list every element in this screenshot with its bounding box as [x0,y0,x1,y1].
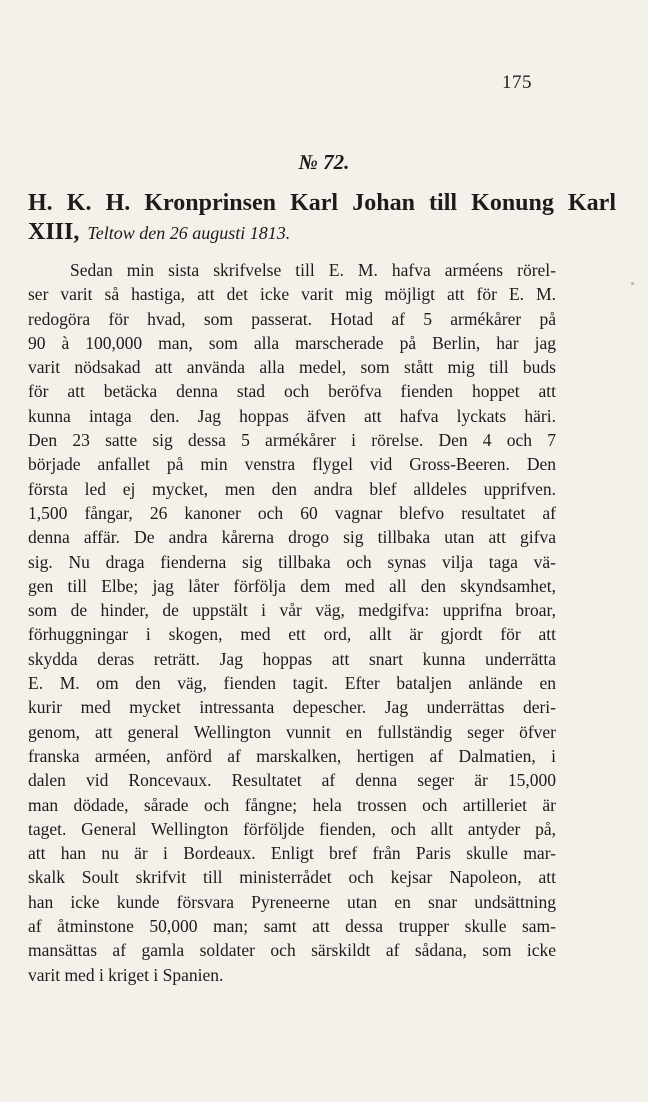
body-line: genom, att general Wellington vunnit en fullständig seger öfver [28,721,556,742]
letter-body [28,258,556,987]
page-number: 175 [502,72,532,93]
body-line: taget. General Wellington förföljde fienden, och allt antyder på, [28,818,556,839]
body-line: skalk Soult skrifvit till ministerrådet och kejsar Napoleon, att [28,867,556,888]
body-line: gen till Elbe; jag låter förfölja dem med all den skyndsamhet, [28,575,556,596]
body-line: franska arméen, anförd af marskalken, hertigen af Dalmatien, i [28,745,556,766]
body-line: denna affär. De andra kårerna drogo sig tillbaka utan att gifva [28,527,556,548]
body-line: han icke kunde försvara Pyreneerne utan en snar undsättning [28,891,556,912]
body-line: varit med i kriget i Spanien. [28,964,224,985]
body-line: E. M. om den väg, fienden tagit. Efter bataljen anlände en [28,673,556,694]
body-line: Sedan min sista skrifvelse till E. M. hafva arméens rörel- [70,260,556,280]
body-line: förhuggningar i skogen, med ett ord, allt är gjordt för att [28,624,556,645]
body-line: sig. Nu draga fienderna sig tillbaka och synas vilja taga vä- [28,551,556,572]
body-line: att han nu är i Bordeaux. Enligt bref från Paris skulle mar- [28,843,556,864]
body-line: mansättas af gamla soldater och särskildt af sådana, som icke [28,940,556,961]
body-line: kunna intaga den. Jag hoppas äfven att hafva lyckats häri. [28,405,556,426]
body-line: Den 23 satte sig dessa 5 armékårer i rörelse. Den 4 och 7 [28,430,556,451]
body-line: första led ej mycket, men den andra blef alldeles upprifven. [28,478,556,499]
letter-heading [28,189,616,248]
heading-second-line [28,218,616,248]
heading-title-line: H. K. H. Kronprinsen Karl Johan till Konung Karl [28,190,616,216]
letter-number: № 72. [298,150,350,174]
heading-roman-numeral: XIII, [28,219,80,245]
body-line: dalen vid Roncevaux. Resultatet af denna seger är 15,000 [28,770,556,791]
body-line: man dödade, sårade och fångne; hela trossen och artilleriet är [28,794,556,815]
body-line: af åtminstone 50,000 man; samt att dessa trupper skulle sam- [28,916,556,937]
body-line: kurir med mycket intressanta depescher. Jag underrättas deri- [28,697,556,718]
body-line: som de hinder, de uppstält i vår väg, medgifva: upprifna broar, [28,600,556,621]
body-line: skydda deras reträtt. Jag hoppas att snart kunna underrätta [28,648,556,669]
body-line: 90 à 100,000 man, som alla marscherade på Berlin, har jag [28,332,556,353]
body-line: ser varit så hastiga, att det icke varit mig möjligt att för E. M. [28,284,556,305]
dateline: Teltow den 26 augusti 1813. [87,223,291,243]
body-line: redogöra för hvad, som passerat. Hotad af 5 armékårer på [28,308,556,329]
body-line: 1,500 fångar, 26 kanoner och 60 vagnar blefvo resultatet af [28,502,556,523]
body-line: för att betäcka denna stad och beröfva fienden hoppet att [28,381,556,402]
body-line: började anfallet på min venstra flygel vid Gross-Beeren. Den [28,454,556,475]
body-line: varit nödsakad att använda alla medel, som stått mig till buds [28,357,556,378]
paper-speck [631,282,634,285]
